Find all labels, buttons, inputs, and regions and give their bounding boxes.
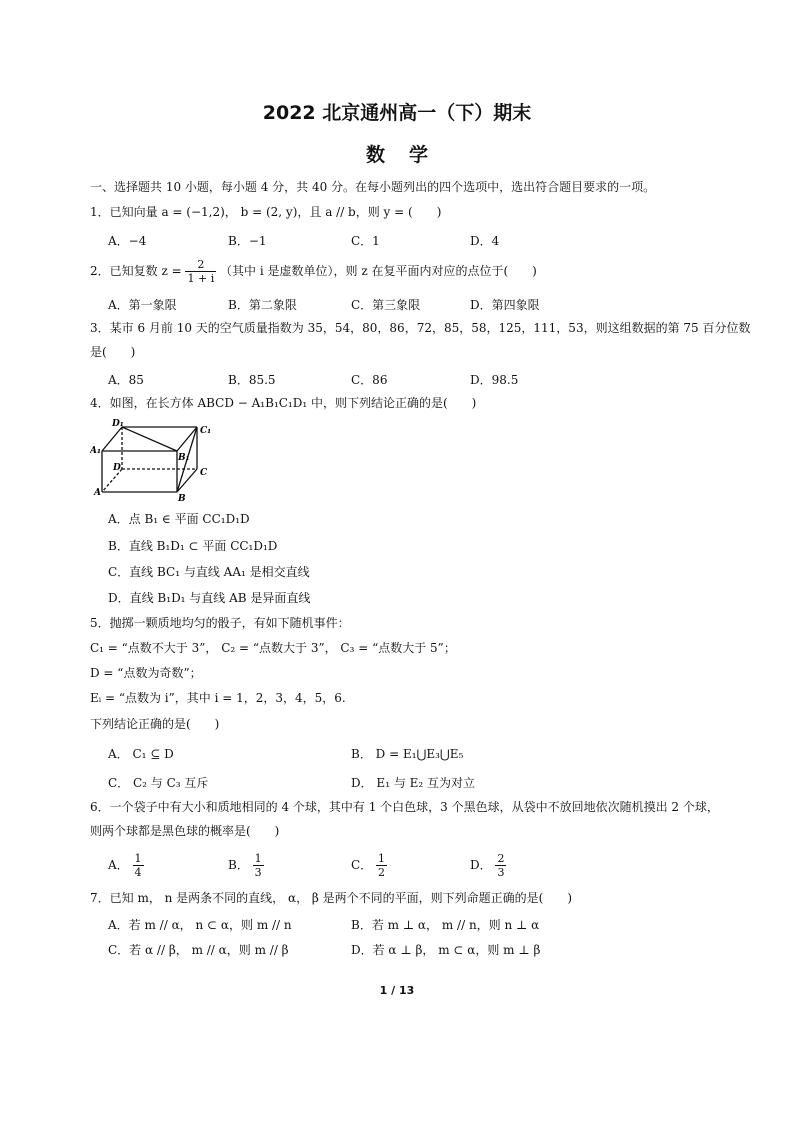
question-3-option-a: A．85 [108,373,144,387]
question-2-fraction-den: 1 + i [187,272,215,285]
question-2-option-d: D．第四象限 [470,298,540,312]
question-4-option-a: A．点 B₁ ∈ 平面 CC₁D₁D [108,512,250,526]
question-3-stem-line1: 3．某市 6 月前 10 天的空气质量指数为 35，54，80，86，72，85，58，125，111，53，则这组数据的第 75 百分位数 [90,321,751,335]
fraction-den: 3 [497,866,505,879]
page-subject: 数学 [365,144,452,166]
question-2-option-b: B．第二象限 [228,298,297,312]
question-1-option-b: B．−1 [228,234,267,248]
question-4-option-b: B．直线 B₁D₁ ⊂ 平面 CC₁D₁D [108,539,278,553]
question-5-prompt: 下列结论正确的是( ) [90,717,220,731]
question-4-option-c: C．直线 BC₁ 与直线 AA₁ 是相交直线 [108,565,310,579]
question-4-stem: 4．如图，在长方体 ABCD − A₁B₁C₁D₁ 中，则下列结论正确的是( ) [90,396,477,410]
question-6-option-c [351,852,387,879]
label-B1: B₁ [178,453,190,463]
fraction-den: 4 [134,866,142,879]
label-A1: A₁ [90,446,101,456]
question-5-event-d: D = “点数为奇数”； [90,666,202,680]
section-heading: 一、选择题共 10 小题，每小题 4 分，共 40 分。在每小题列出的四个选项中，选出符合题目要求的一项。 [90,180,656,194]
question-6-stem-line1: 6．一个袋子中有大小和质地相同的 4 个球，其中有 1 个白色球，3 个黑色球，从袋中不放回地依次随机摸出 2 个球， [90,800,719,814]
question-2-option-c: C．第三象限 [351,298,421,312]
question-3-option-b: B．85.5 [228,373,276,387]
question-3-option-c: C．86 [351,373,388,387]
fraction-num: 2 [497,852,505,865]
question-2-stem [90,258,537,285]
question-5-events-c: C₁ = “点数不大于 3”， C₂ = “点数大于 3”， C₃ = “点数大于 5”； [90,641,456,655]
label-D: D [113,463,121,473]
question-7-option-b: B．若 m ⊥ α， m // n，则 n ⊥ α [351,918,540,932]
page-number: 1 / 13 [379,984,415,997]
question-6-option-a [108,852,144,879]
fraction-num: 1 [254,852,262,865]
option-fraction [376,852,387,879]
fraction-den: 3 [254,866,262,879]
question-7-option-a: A．若 m // α， n ⊂ α，则 m // n [108,918,292,932]
question-2-fraction-num: 2 [185,258,216,272]
question-4-option-d: D．直线 B₁D₁ 与直线 AB 是异面直线 [108,591,311,605]
question-7-option-c: C．若 α // β， m // α，则 m // β [108,943,289,957]
question-6-option-b [228,852,264,879]
option-label: B． [228,858,249,872]
option-label: D． [470,858,492,872]
option-fraction [253,852,264,879]
question-2-stem-post: （其中 i 是虚数单位），则 z 在复平面内对应的点位于( ) [220,264,537,278]
question-1-option-d: D．4 [470,234,500,248]
question-5-events-e: Eᵢ = “点数为 i”，其中 i = 1，2，3，4，5，6. [90,691,346,705]
label-D1: D₁ [112,419,124,429]
label-A: A [94,488,101,498]
question-2-option-a: A．第一象限 [108,298,177,312]
question-1-option-c: C．1 [351,234,380,248]
option-fraction [495,852,506,879]
question-1-option-a: A．−4 [108,234,147,248]
fraction-num: 1 [378,852,386,865]
label-B: B [178,494,186,503]
fraction-den: 2 [378,866,386,879]
option-label: C． [351,858,373,872]
fraction-num: 1 [134,852,142,865]
option-label: A． [108,858,129,872]
question-3-stem-line2: 是( ) [90,345,136,359]
option-fraction [133,852,144,879]
question-7-option-d: D．若 α ⊥ β， m ⊂ α，则 m ⊥ β [351,943,541,957]
question-5-stem: 5．抛掷一颗质地均匀的骰子，有如下随机事件： [90,616,350,630]
question-5-option-a: A． C₁ ⊆ D [108,747,174,761]
label-C: C [200,468,208,478]
label-C1: C₁ [200,426,212,436]
cuboid-figure [90,415,220,503]
question-2-stem-pre: 2．已知复数 z = [90,264,182,278]
question-2-fraction [185,258,216,285]
question-5-option-b: B． D = E₁⋃E₃⋃E₅ [351,747,464,761]
question-7-stem: 7．已知 m， n 是两条不同的直线， α， β 是两个不同的平面，则下列命题正确的是( ) [90,891,573,905]
question-6-option-d [470,852,506,879]
page-title: 2022 北京通州高一（下）期末 [262,102,532,124]
question-1-stem: 1．已知向量 a = (−1,2)， b = (2, y)，且 a // b，则 y = ( ) [90,205,442,219]
question-6-stem-line2: 则两个球都是黑色球的概率是( ) [90,824,280,838]
question-5-option-c: C． C₂ 与 C₃ 互斥 [108,776,209,790]
question-5-option-d: D． E₁ 与 E₂ 互为对立 [351,776,476,790]
question-3-option-d: D．98.5 [470,373,519,387]
